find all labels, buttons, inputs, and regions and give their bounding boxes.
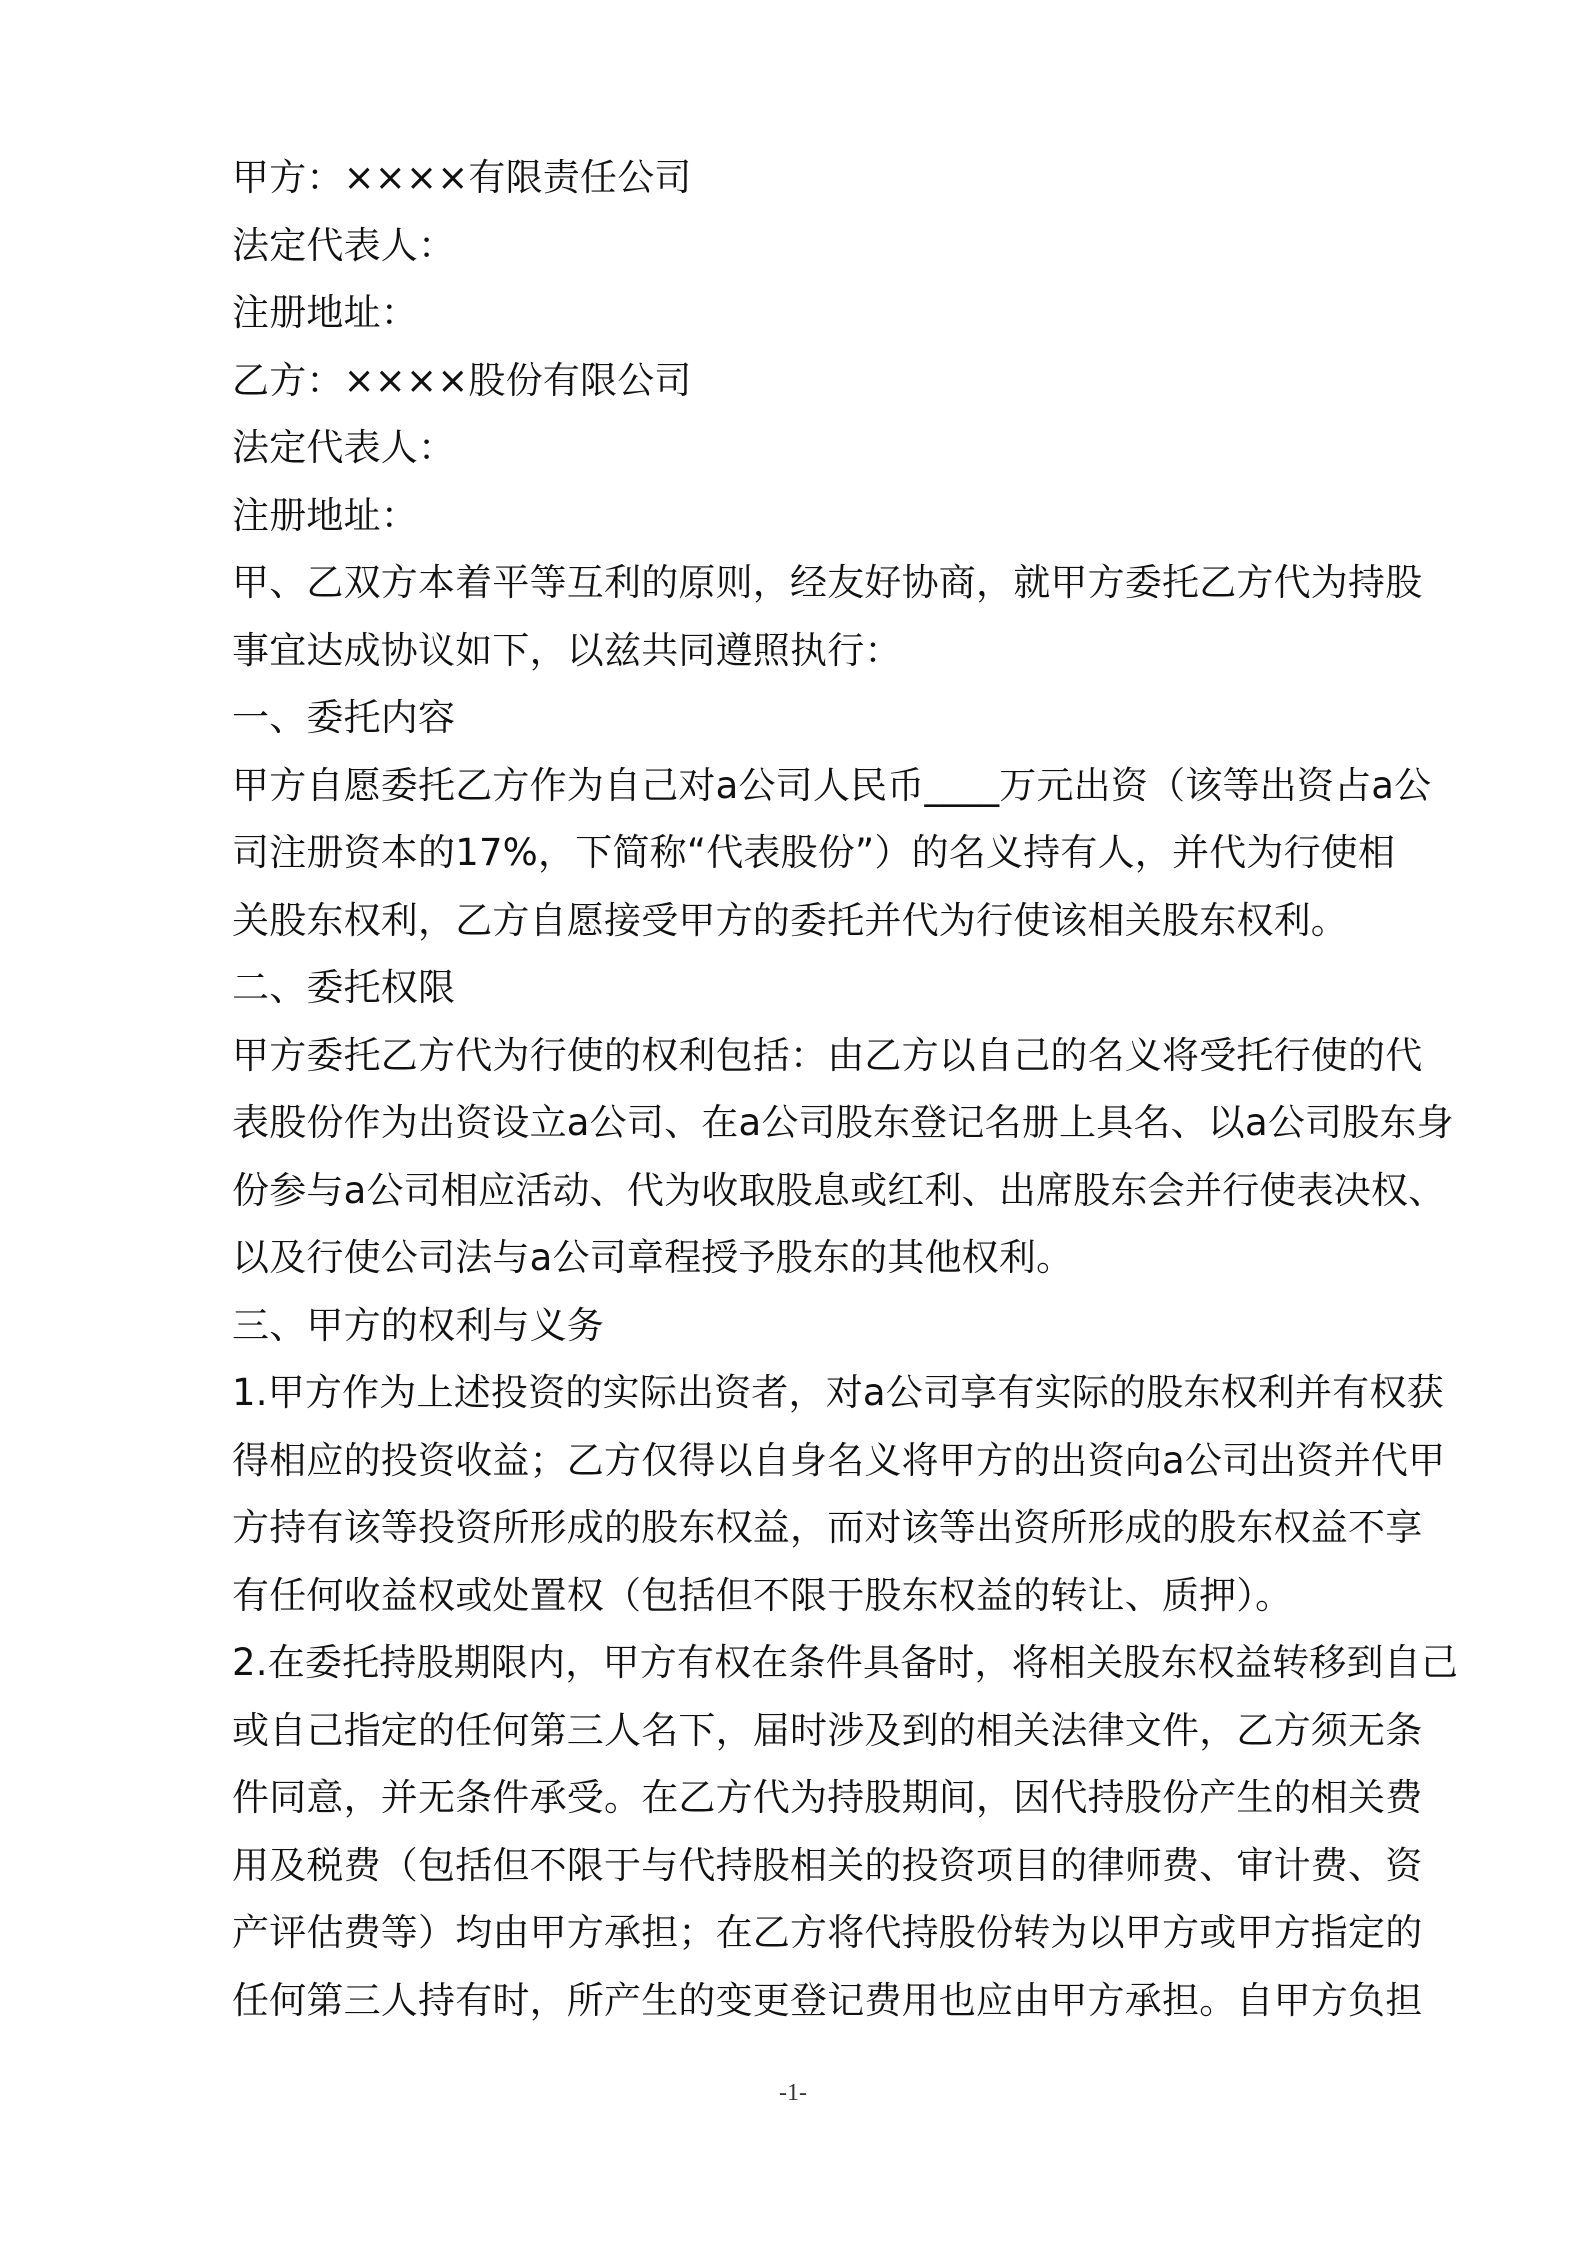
body-line: 方持有该等投资所形成的股东权益，而对该等出资所形成的股东权益不享 <box>232 1506 1423 1549</box>
body-line: 司注册资本的17%，下简称“代表股份”）的名义持有人，并代为行使相 <box>232 831 1396 874</box>
document-body <box>232 144 1459 2034</box>
section-heading: 一、委托内容 <box>232 696 456 739</box>
party-b-legal-rep: 法定代表人： <box>232 426 456 469</box>
party-b-address: 注册地址： <box>232 493 418 537</box>
body-line: 件同意，并无条件承受。在乙方代为持股期间，因代持股份产生的相关费 <box>232 1776 1423 1819</box>
body-line: 2.在委托持股期限内，甲方有权在条件具备时，将相关股东权益转移到自己 <box>232 1641 1459 1684</box>
preamble-line: 事宜达成协议如下，以兹共同遵照执行： <box>232 628 902 672</box>
body-line: 或自己指定的任何第三人名下，届时涉及到的相关法律文件，乙方须无条 <box>232 1708 1423 1752</box>
body-line: 用及税费（包括但不限于与代持股相关的投资项目的律师费、审计费、资 <box>232 1843 1423 1887</box>
body-line: 任何第三人持有时，所产生的变更登记费用也应由甲方承担。自甲方负担 <box>232 1978 1423 2022</box>
party-a-address: 注册地址： <box>232 291 418 334</box>
section-heading: 二、委托权限 <box>232 966 456 1009</box>
party-a-name: 甲方：××××有限责任公司 <box>232 156 692 199</box>
body-line: 以及行使公司法与a公司章程授予股东的其他权利。 <box>232 1236 1074 1279</box>
party-a-legal-rep: 法定代表人： <box>232 223 456 267</box>
party-b-name: 乙方：××××股份有限公司 <box>232 358 692 402</box>
body-line: 得相应的投资收益；乙方仅得以自身名义将甲方的出资向a公司出资并代甲 <box>232 1438 1446 1482</box>
body-line: 甲方委托乙方代为行使的权利包括：由乙方以自己的名义将受托行使的代 <box>232 1033 1423 1077</box>
body-line: 关股东权利，乙方自愿接受甲方的委托并代为行使该相关股东权利。 <box>232 898 1348 942</box>
body-line: 有任何收益权或处置权（包括但不限于股东权益的转让、质押）。 <box>232 1573 1293 1617</box>
page-number: -1- <box>779 2080 807 2106</box>
body-line: 产评估费等）均由甲方承担；在乙方将代持股份转为以甲方或甲方指定的 <box>232 1911 1423 1954</box>
body-line: 1.甲方作为上述投资的实际出资者，对a公司享有实际的股东权利并有权获 <box>232 1371 1444 1414</box>
body-line: 甲方自愿委托乙方作为自己对a公司人民币____万元出资（该等出资占a公 <box>232 763 1432 807</box>
body-line: 表股份作为出资设立a公司、在a公司股东登记名册上具名、以a公司股东身 <box>232 1101 1454 1144</box>
preamble-line: 甲、乙双方本着平等互利的原则，经友好协商，就甲方委托乙方代为持股 <box>232 561 1423 604</box>
section-heading: 三、甲方的权利与义务 <box>232 1303 604 1347</box>
body-line: 份参与a公司相应活动、代为收取股息或红利、出席股东会并行使表决权、 <box>232 1168 1446 1212</box>
